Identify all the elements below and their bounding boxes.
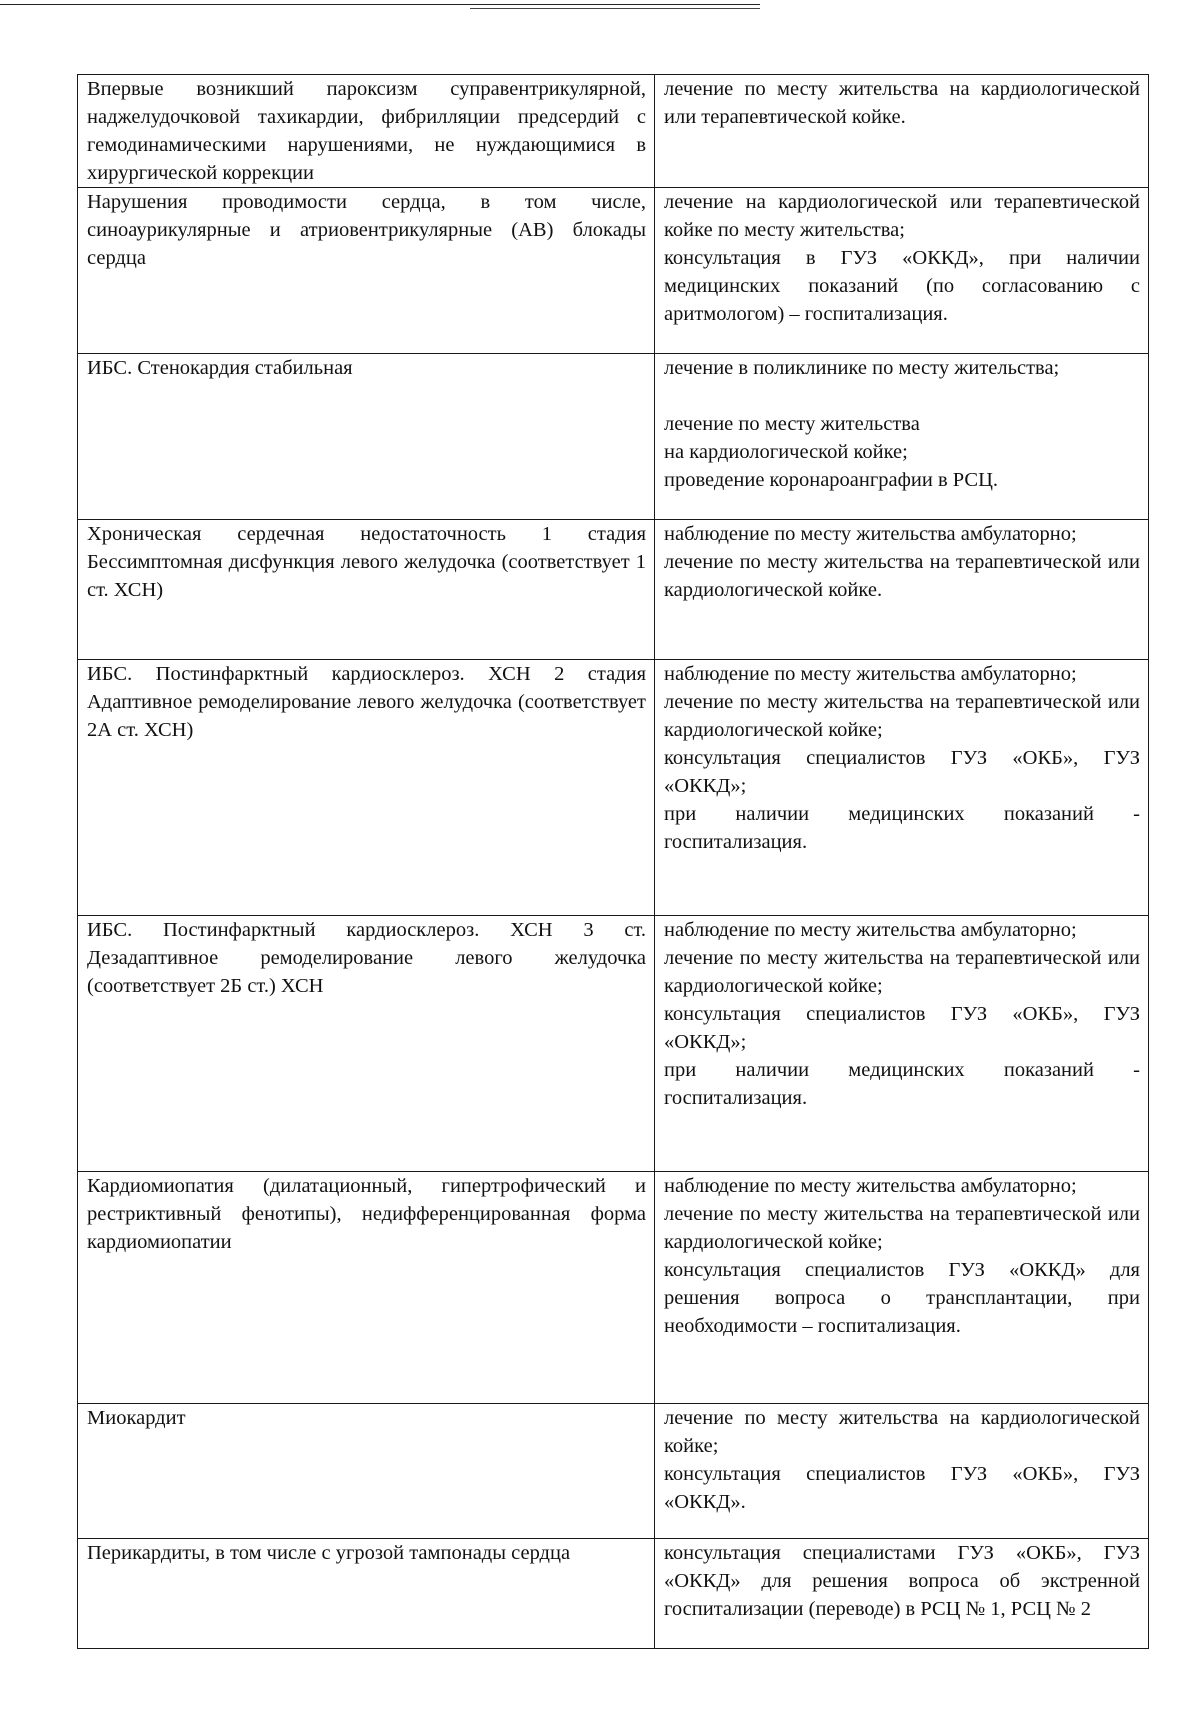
table-row bbox=[78, 520, 1149, 660]
care-line: лечение по месту жительства на терапевтической или кардиологической койке; bbox=[664, 1203, 1140, 1253]
care-cell bbox=[655, 1404, 1149, 1539]
care-cell bbox=[655, 916, 1149, 1172]
care-cell bbox=[655, 1172, 1149, 1404]
care-line: консультация специалистов ГУЗ «ОКБ», ГУЗ «ОККД»; bbox=[664, 1003, 1140, 1053]
care-line: проведение коронароангрaфии в РСЦ. bbox=[664, 469, 999, 491]
care-line: наблюдение по месту жительства амбулаторно; bbox=[664, 663, 1077, 685]
header-rule-secondary bbox=[470, 8, 760, 9]
care-routing-table bbox=[77, 74, 1149, 1649]
care-line: лечение в поликлинике по месту жительства; bbox=[664, 357, 1060, 379]
table-row bbox=[78, 1172, 1149, 1404]
spacer bbox=[664, 382, 1140, 410]
diagnosis-cell: Кардиомиопатия (дилатационный, гипертрофический и рестриктивный фенотипы), недифференцированная форма кардиомиопатии bbox=[78, 1172, 655, 1404]
care-line: при наличии медицинских показаний - госпитализация. bbox=[664, 803, 1140, 853]
care-line: консультация специалистов ГУЗ «ОКБ», ГУЗ «ОККД»; bbox=[664, 747, 1140, 797]
diagnosis-cell: ИБС. Постинфарктный кардиосклероз. ХСН 2 стадия Адаптивное ремоделирование левого желудочка (соответствует 2А ст. ХСН) bbox=[78, 660, 655, 916]
care-cell bbox=[655, 188, 1149, 354]
table-row bbox=[78, 916, 1149, 1172]
care-cell bbox=[655, 75, 1149, 188]
diagnosis-cell: Миокардит bbox=[78, 1404, 655, 1539]
care-line: лечение по месту жительства на терапевтической или кардиологической койке. bbox=[664, 551, 1140, 601]
care-line: лечение по месту жительства на терапевтической или кардиологической койке; bbox=[664, 691, 1140, 741]
care-line: при наличии медицинских показаний - госпитализация. bbox=[664, 1059, 1140, 1109]
table-row bbox=[78, 1539, 1149, 1649]
table-row bbox=[78, 75, 1149, 188]
care-cell bbox=[655, 1539, 1149, 1649]
care-line: консультация специалистами ГУЗ «ОКБ», ГУЗ «ОККД» для решения вопроса об экстренной госпитализации (переводе) в РСЦ № 1, РСЦ № 2 bbox=[664, 1542, 1140, 1620]
table-row bbox=[78, 660, 1149, 916]
care-line: лечение по месту жительства на кардиологической койке; bbox=[664, 1407, 1140, 1457]
diagnosis-cell: Хроническая сердечная недостаточность 1 стадия Бессимптомная дисфункция левого желудочка (соответствует 1 ст. ХСН) bbox=[78, 520, 655, 660]
diagnosis-cell: Перикардиты, в том числе с угрозой тампонады сердца bbox=[78, 1539, 655, 1649]
care-line: лечение по месту жительства на кардиологической или терапевтической койке. bbox=[664, 78, 1140, 128]
care-line: консультация специалистов ГУЗ «ОКБ», ГУЗ «ОККД». bbox=[664, 1463, 1140, 1513]
care-line: наблюдение по месту жительства амбулаторно; bbox=[664, 1175, 1077, 1197]
table-row bbox=[78, 188, 1149, 354]
header-rule bbox=[0, 4, 760, 5]
table-row bbox=[78, 1404, 1149, 1539]
care-line: лечение на кардиологической или терапевтической койке по месту жительства; bbox=[664, 191, 1140, 241]
diagnosis-cell: Впервые возникший пароксизм суправентрикулярной, наджелудочковой тахикардии, фибрилляции предсердий с гемодинамическими нарушениями, не нуждающимися в хирургической коррекции bbox=[78, 75, 655, 188]
care-line: наблюдение по месту жительства амбулаторно; bbox=[664, 523, 1077, 545]
diagnosis-cell: ИБС. Стенокардия стабильная bbox=[78, 354, 655, 520]
care-line: лечение по месту жительства на терапевтической или кардиологической койке; bbox=[664, 947, 1140, 997]
care-cell bbox=[655, 520, 1149, 660]
care-cell bbox=[655, 354, 1149, 520]
care-line: консультация в ГУЗ «ОККД», при наличии медицинских показаний (по согласованию с аритмологом) – госпитализация. bbox=[664, 247, 1140, 325]
diagnosis-cell: ИБС. Постинфарктный кардиосклероз. ХСН 3 ст. Дезадаптивное ремоделирование левого желудочка (соответствует 2Б ст.) ХСН bbox=[78, 916, 655, 1172]
care-line: лечение по месту жительства bbox=[664, 413, 920, 435]
care-line: наблюдение по месту жительства амбулаторно; bbox=[664, 919, 1077, 941]
care-line: консультация специалистов ГУЗ «ОККД» для решения вопроса о трансплантации, при необходимости – госпитализация. bbox=[664, 1259, 1140, 1337]
care-cell bbox=[655, 660, 1149, 916]
diagnosis-cell: Нарушения проводимости сердца, в том числе, синоаурикулярные и атриовентрикулярные (АВ) блокады сердца bbox=[78, 188, 655, 354]
care-line: на кардиологической койке; bbox=[664, 441, 908, 463]
table-row bbox=[78, 354, 1149, 520]
